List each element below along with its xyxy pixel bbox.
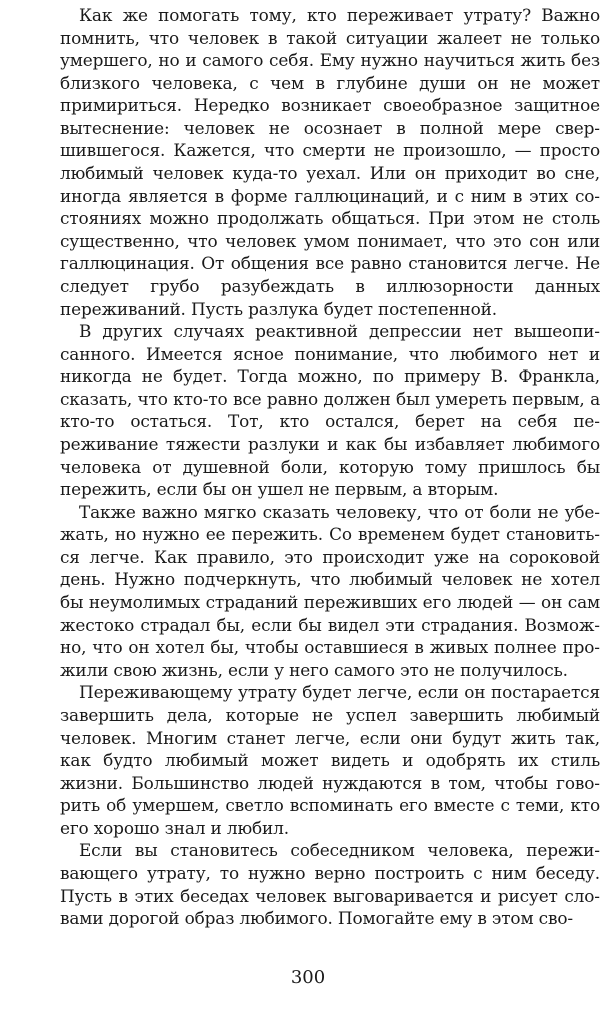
paragraph-2: В других случаях реактивной депрессии нет вышеописанного. Имеется ясное понимание, что любимого нет и никогда не будет. Тогда можно, по примеру В. Франкла, сказать, что кто-то все равно должен был умереть первым, а кто-то остаться. Тот, кто остался, берет на себя переживание тяжести разлуки и как бы избавляет любимого человека от душевной боли, которую тому пришлось бы пережить, если бы он ушел не первым, а вторым. [60, 321, 600, 500]
paragraph-3: Также важно мягко сказать человеку, что от боли не убежать, но нужно ее пережить. Со временем будет становиться легче. Как правило, это происходит уже на сороковой день. Нужно подчеркнуть, что любимый человек не хотел бы неумолимых страданий переживших его людей — он сам жестоко страдал бы, если бы видел эти страдания. Возможно, что он хотел бы, чтобы оставшиеся в живых полнее прожили свою жизнь, если у него самого это не получилось. [60, 501, 600, 680]
paragraph-4: Переживающему утрату будет легче, если он постарается завершить дела, которые не успел завершить любимый человек. Многим станет легче, если они будут жить так, как будто любимый может видеть и одобрять их стиль жизни. Большинство людей нуждаются в том, чтобы говорить об умершем, светло вспоминать его вместе с теми, кто его хорошо знал и любил. [60, 682, 600, 838]
paragraph-1: Как же помогать тому, кто переживает утрату? Важно помнить, что человек в такой ситуации жалеет не только умершего, но и самого себя. Ему нужно научиться жить без близкого человека, с чем в глубине души он не может примириться. Нередко возникает своеобразное защитное вытеснение: человек не осознает в полной мере свершившегося. Кажется, что смерти не произошло, — просто любимый человек куда-то уехал. Или он приходит во сне, иногда является в форме галлюцинаций, и с ним в этих состояниях можно продолжать общаться. При этом не столь существенно, что человек умом понимает, что это сон или галлюцинация. От общения все равно становится легче. Не следует грубо разубеждать в иллюзорности данных переживаний. Пусть разлука будет постепенной. [60, 5, 600, 319]
paragraph-5: Если вы становитесь собеседником человека, переживающего утрату, то нужно верно построить с ним беседу. Пусть в этих беседах человек выговаривается и рисует словами дорогой образ любимого. Помогайте ему в этом сво- [60, 840, 600, 929]
page-number: 300 [290, 967, 326, 988]
page-body [60, 4, 600, 930]
